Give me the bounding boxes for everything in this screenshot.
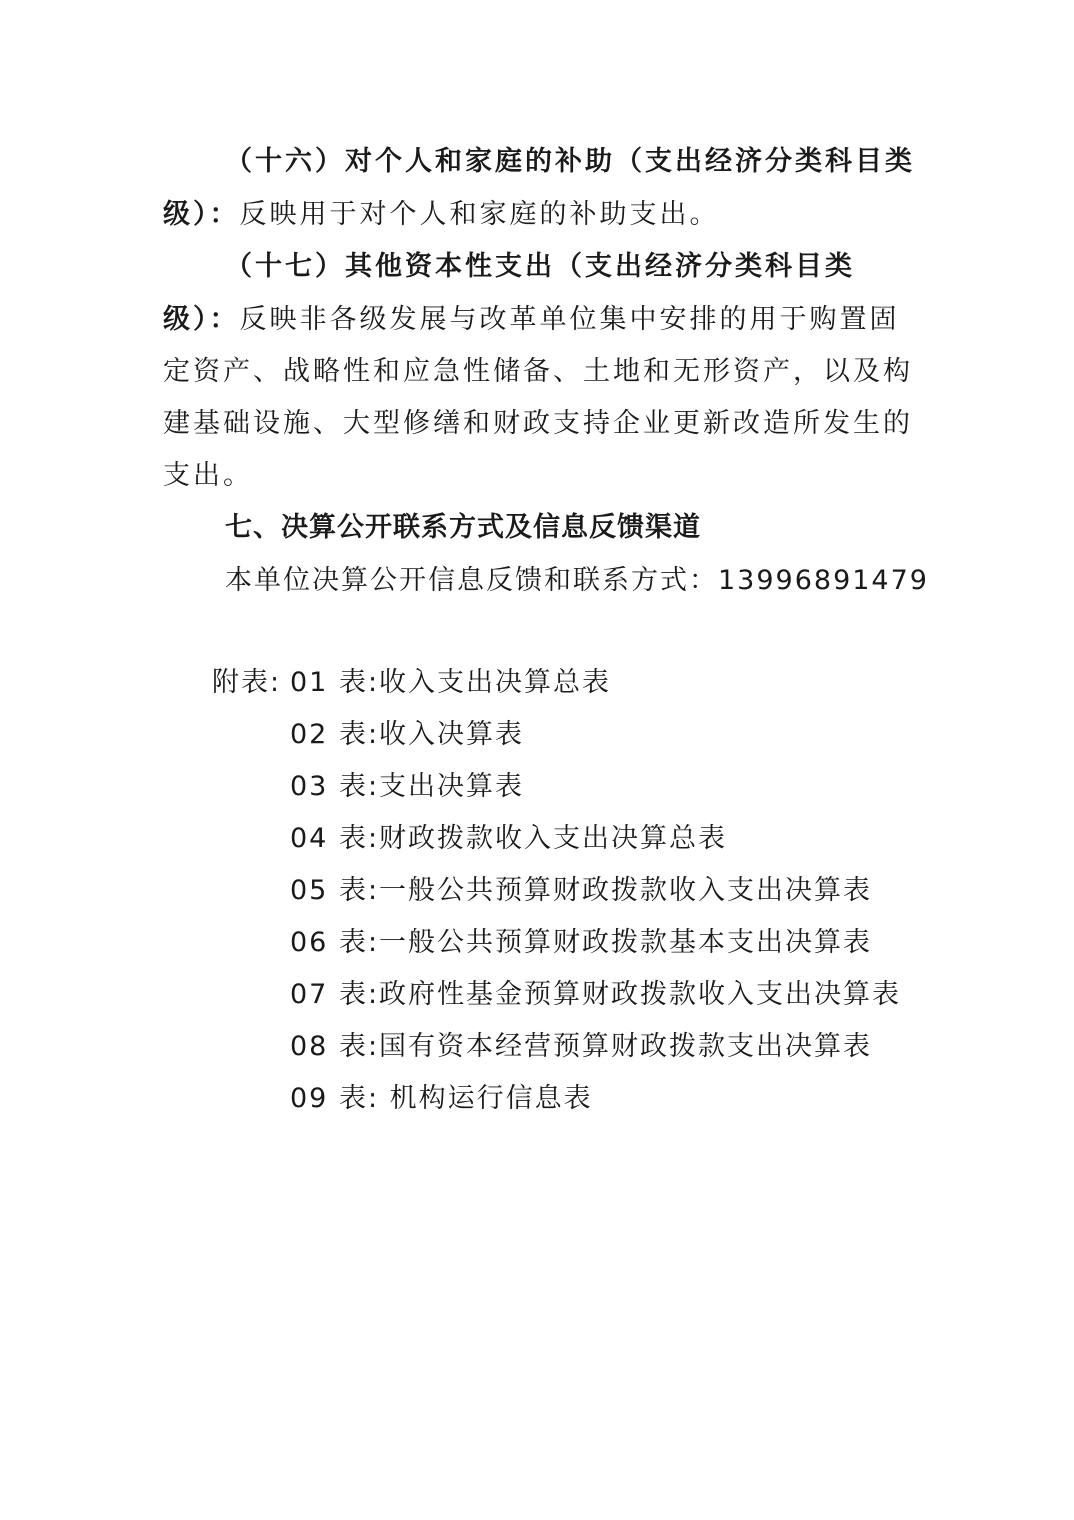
section16-label: 级）： xyxy=(163,199,240,230)
section17-label: 级）： xyxy=(163,304,240,335)
section17-line5: 支出。 xyxy=(163,460,253,491)
contact-text: 本单位决算公开信息反馈和联系方式：13996891479 xyxy=(225,565,929,596)
section17-title-line1: （十七）其他资本性支出（支出经济分类科目类 xyxy=(225,251,855,282)
section16-description: 反映用于对个人和家庭的补助支出。 xyxy=(239,199,720,230)
section7-heading: 七、决算公开联系方式及信息反馈渠道 xyxy=(225,512,701,543)
annex-item-07: 07 表:政府性基金预算财政拨款收入支出决算表 xyxy=(290,979,902,1010)
section17-description: 反映非各级发展与改革单位集中安排的用于购置固 xyxy=(239,304,900,335)
annex-item-05: 05 表:一般公共预算财政拨款收入支出决算表 xyxy=(290,875,873,906)
annex-item-04: 04 表:财政拨款收入支出决算总表 xyxy=(290,823,728,854)
annex-item-09: 09 表: 机构运行信息表 xyxy=(290,1083,593,1114)
section17-line3: 定资产、战略性和应急性储备、土地和无形资产，以及构 xyxy=(163,356,913,387)
section16-line2 xyxy=(163,189,720,241)
annex-prefix: 附表: xyxy=(212,667,282,698)
annex-item-03: 03 表:支出决算表 xyxy=(290,771,525,802)
annex-item-01: 01 表:收入支出决算总表 xyxy=(290,667,612,698)
annex-item-06: 06 表:一般公共预算财政拨款基本支出决算表 xyxy=(290,927,873,958)
section16-title-line1: （十六）对个人和家庭的补助（支出经济分类科目类 xyxy=(225,146,915,177)
section17-line4: 建基础设施、大型修缮和财政支持企业更新改造所发生的 xyxy=(163,408,913,439)
annex-item-02: 02 表:收入决算表 xyxy=(290,719,525,750)
annex-item-08: 08 表:国有资本经营预算财政拨款支出决算表 xyxy=(290,1031,873,1062)
section17-line2 xyxy=(163,294,900,346)
